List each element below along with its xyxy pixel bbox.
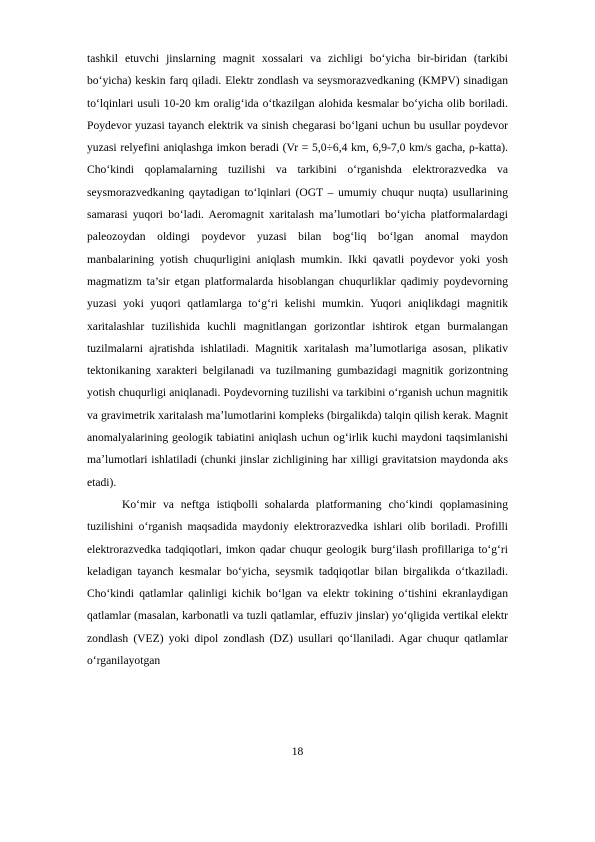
paragraph-1: tashkil etuvchi jinslarning magnit xossalari va zichligi boʻyicha bir-biridan (tarkibi boʻyicha) keskin farq qiladi. Elektr zondlash va seysmorazvedkaning (KMPV) sinadigan toʻlqinlari usuli 10-20 km oraligʻida oʻtkazilgan alohida kesmalar boʻyicha olib boriladi. Poydevor yuzasi tayanch elektrik va sinish chegarasi boʻlgani uchun bu usullar poydevor yuzasi relyefini aniqlashga imkon beradi (Vr = 5,0÷6,4 km, 6,9-7,0 km/s gacha, ρ-katta). Cho‘kindi qoplamalarning tuzilishi va tarkibini oʻrganishda elektrorazvedka va seysmorazvedkaning qaytadigan toʻlqinlari (OGT – umumiy chuqur nuqta) usullarining samarasi yuqori boʻladi. Aeromagnit xaritalash maʼlumotlari boʻyicha platformalardagi paleozoydan oldingi poydevor yuzasi bilan bogʻliq boʻlgan anomal maydon manbalarining yotish chuqurligini aniqlash mumkin. Ikki qavatli poydevor yoki yosh magmatizm ta’sir etgan platformalarda hisoblangan chuqurliklar qadimiy poydevorning yuzasi yoki yuqori qatlamlarga toʻgʻri kelishi mumkin. Yuqori aniqlikdagi magnitik xaritalashlar tuzilishida kuchli magnitlangan gorizontlar ishtirok etgan burmalangan tuzilmalarni ajratishda ishlatiladi. Magnitik xaritalash maʼlumotlariga asosan, plikativ tektonikaning xarakteri belgilanadi va tuzilmaning gumbazidagi magnitik gorizontning yotish chuqurligi aniqlanadi. Poydevorning tuzilishi va tarkibini oʻrganish uchun magnitik va gravimetrik xaritalash maʼlumotlarini kompleks (birgalikda) talqin qilish kerak. Magnit anomalyalarining geologik tabiatini aniqlash uchun ogʻirlik kuchi maydoni taqsimlanishi maʼlumotlari ishlatiladi (chunki jinslar zichligining har xilligi gravitatsion maydonda aks etadi). (87, 52, 508, 489)
body-text (87, 48, 508, 672)
page-number: 18 (291, 745, 304, 758)
paragraph-2: Ko‘mir va neftga istiqbolli sohalarda platformaning cho‘kindi qoplamasining tuzilishini o‘rganish maqsadida maydoniy elektrorazvedka ishlari olib boriladi. Profilli elektrorazvedka tadqiqotlari, imkon qadar chuqur geologik burg‘ilash profillariga to‘g‘ri keladigan tayanch kesmalar bo‘yicha, seysmik tadqiqotlar bilan birgalikda o‘tkaziladi. Cho‘kindi qatlamlar qalinligi kichik bo‘lgan va elektr tokining o‘tishini ekranlaydigan qatlamlar (masalan, karbonatli va tuzli qatlamlar, effuziv jinslar) yo‘qligida vertikal elektr zondlash (VEZ) yoki dipol zondlash (DZ) usullari qo‘llaniladi. Agar chuqur qatlamlar o‘rganilayotgan (87, 497, 508, 668)
